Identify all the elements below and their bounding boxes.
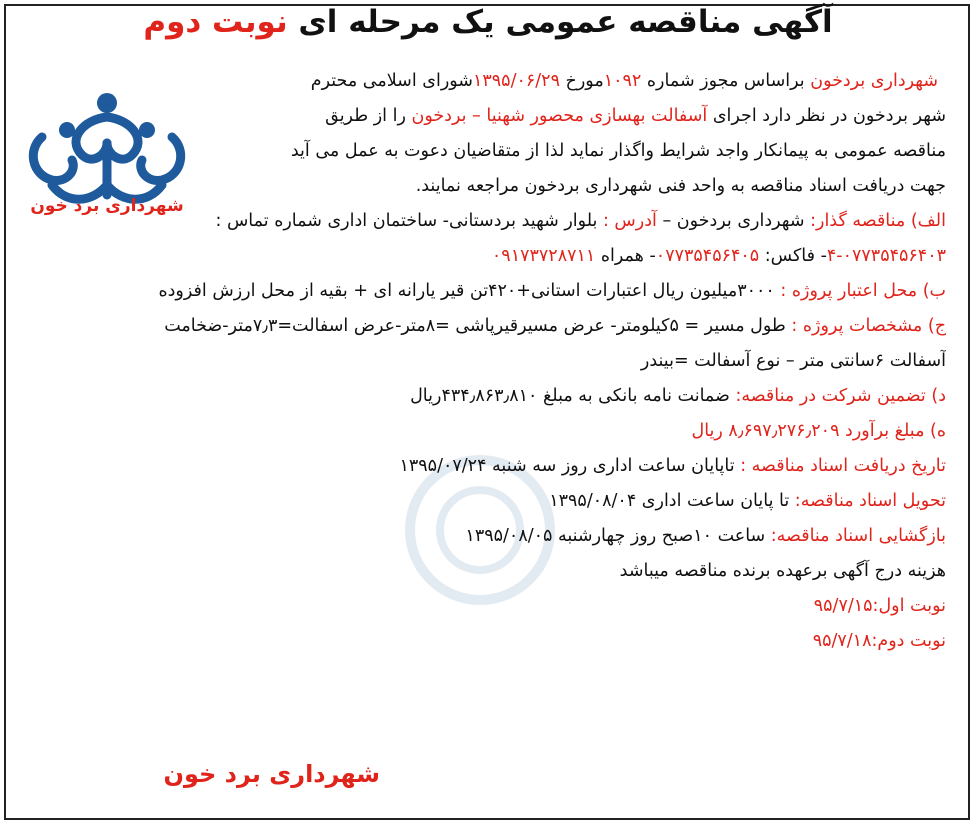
logo-caption: شهرداری برد خون	[30, 196, 184, 216]
item-text: شهرداری بردخون –	[656, 211, 805, 231]
item-text: ضمانت نامه بانکی به مبلغ ۴۳۴٫۸۶۳٫۸۱۰ریال	[410, 386, 730, 406]
phone-number: ۴-۰۷۷۳۵۴۵۶۴۰۳	[826, 246, 946, 266]
intro-text: مورخ	[559, 71, 604, 91]
item-jim-line-2: آسفالت ۶سانتی متر – نوع آسفالت =بیندر	[640, 351, 946, 371]
item-label: آدرس :	[602, 211, 657, 231]
signature: شهرداری برد خون	[163, 760, 380, 788]
item-text: بلوار شهید بردستانی- ساختمان اداری شماره تماس :	[215, 211, 603, 231]
intro-line-3: مناقصه عمومی به پیمانکار واجد شرایط واگذار نماید لذا از متقاضیان دعوت به عمل می آید	[290, 141, 946, 161]
item-cost: هزینه درج آگهی برعهده برنده مناقصه میباشد	[619, 561, 946, 581]
intro-line-2	[26, 99, 946, 134]
intro-text: را از طریق	[325, 106, 412, 126]
fax-number: ۰۷۷۳۵۴۵۶۴۰۵	[655, 246, 760, 266]
ad-title	[0, 4, 976, 54]
title-highlight: نوبت دوم	[143, 4, 288, 40]
item-label: بازگشایی اسناد مناقصه:	[765, 526, 946, 546]
item-date-open	[26, 519, 946, 554]
item-text: ساعت ۱۰صبح روز چهارشنبه ۱۳۹۵/۰۸/۰۵	[465, 526, 766, 546]
item-second-round	[26, 624, 946, 659]
item-label: ه) مبلغ برآورد	[839, 421, 946, 441]
item-label: نوبت دوم:	[871, 631, 946, 651]
permit-number: ۱۰۹۲	[603, 71, 642, 91]
item-text: تا پایان ساعت اداری ۱۳۹۵/۰۸/۰۴	[549, 491, 790, 511]
title-main: آگهی مناقصه عمومی یک مرحله ای	[298, 4, 833, 40]
intro-text: براساس مجوز شماره	[641, 71, 811, 91]
estimate-amount: ۸٫۶۹۷٫۲۷۶٫۲۰۹ ریال	[691, 421, 840, 441]
project-name: آسفالت بهسازی محصور شهنیا – بردخون	[411, 106, 708, 126]
intro-line-1	[26, 64, 946, 99]
item-text: - فاکس:	[759, 246, 827, 266]
second-round-date: ۹۵/۷/۱۸	[812, 631, 872, 651]
item-label: نوبت اول:	[872, 596, 946, 616]
item-he	[26, 414, 946, 449]
municipality-name: شهرداری بردخون	[810, 71, 938, 91]
item-label: د) تضمین شرکت در مناقصه:	[729, 386, 946, 406]
intro-text: شهر بردخون در نظر دارد اجرای	[707, 106, 946, 126]
item-label: تاریخ دریافت اسناد مناقصه :	[734, 456, 946, 476]
mobile-number: ۰۹۱۷۳۷۲۸۷۱۱	[491, 246, 596, 266]
item-text: طول مسیر = ۵کیلومتر- عرض مسیرقیرپاشی =۸متر-عرض اسفالت=۷٫۳متر-ضخامت	[164, 316, 786, 336]
item-jim-line-1	[26, 309, 946, 344]
item-label: ب) محل اعتبار پروژه :	[774, 281, 946, 301]
first-round-date: ۹۵/۷/۱۵	[813, 596, 873, 616]
item-label: تحویل اسناد مناقصه:	[789, 491, 946, 511]
item-alef-line-2	[26, 239, 946, 274]
item-label: ج) مشخصات پروژه :	[785, 316, 946, 336]
item-be	[26, 274, 946, 309]
item-date-receive	[26, 449, 946, 484]
item-text: - همراه	[595, 246, 656, 266]
intro-text: شورای اسلامی محترم	[310, 71, 473, 91]
item-text: تاپایان ساعت اداری روز سه شنبه ۱۳۹۵/۰۷/۲۴	[399, 456, 735, 476]
item-text: ۳۰۰۰میلیون ریال اعتبارات استانی+۴۲۰تن قیر یارانه ای + بقیه از محل ارزش افزوده	[158, 281, 775, 301]
item-date-deliver	[26, 484, 946, 519]
item-dal	[26, 379, 946, 414]
item-label: الف) مناقصه گذار:	[804, 211, 946, 231]
item-alef-line-1	[26, 204, 946, 239]
intro-line-4: جهت دریافت اسناد مناقصه به واحد فنی شهرداری بردخون مراجعه نمایند.	[415, 176, 946, 196]
item-first-round	[26, 589, 946, 624]
ad-body	[26, 64, 946, 659]
permit-date: ۱۳۹۵/۰۶/۲۹	[472, 71, 560, 91]
